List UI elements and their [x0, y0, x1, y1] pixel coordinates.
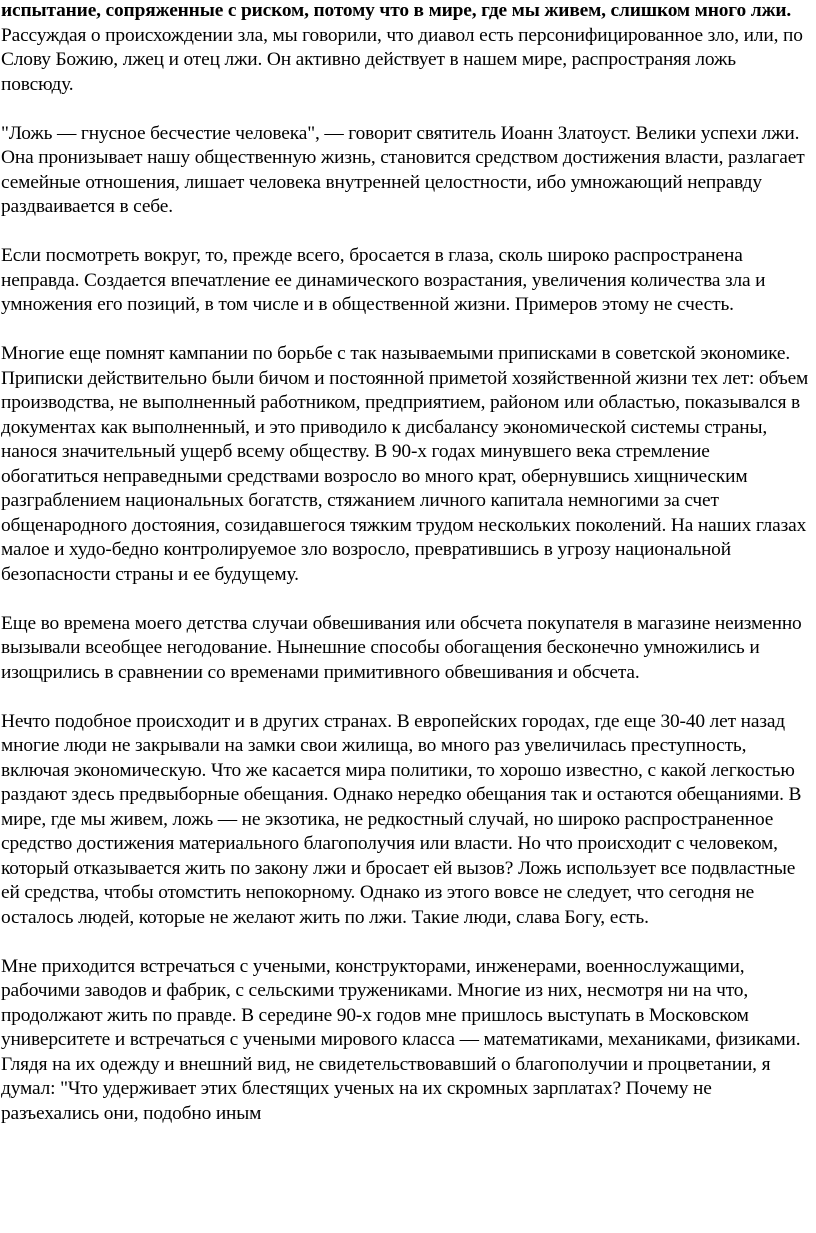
paragraph-1-text: Рассуждая о происхождении зла, мы говорили, что диавол есть персонифицированное зло, или, по Слову Божию, лжец и отец лжи. Он активно действует в нашем мире, распространяя ложь повсюду.: [1, 24, 803, 95]
paragraph-5: Еще во времена моего детства случаи обвешивания или обсчета покупателя в магазине неизменно вызывали всеобщее негодование. Нынешние способы обогащения бесконечно умножились и изощрились в сравнении со временами примитивного обвешивания и обсчета.: [1, 612, 802, 683]
paragraph-1: [1, 0, 810, 97]
paragraph-3: Если посмотреть вокруг, то, прежде всего, бросается в глаза, сколь широко распространена неправда. Создается впечатление ее динамического возрастания, увеличения количества зла и умножения его позиций, в том числе и в общественной жизни. Примеров этому не счесть.: [1, 245, 766, 315]
paragraph-2: "Ложь — гнусное бесчестие человека", — говорит святитель Иоанн Златоуст. Велики успехи лжи. Она пронизывает нашу общественную жизнь, становится средством достижения власти, разлагает семейные отношения, лишает человека внутренней целостности, ибо умножающий неправду раздваивается в себе.: [1, 122, 805, 217]
paragraph-7: Мне приходится встречаться с учеными, конструкторами, инженерами, военнослужащими, рабочими заводов и фабрик, с сельскими тружениками. Многие из них, несмотря ни на что, продолжают жить по правде. В середине 90-х годов мне пришлось выступать в Московском университете и встречаться с учеными мирового класса — математиками, механиками, физиками. Глядя на их одежду и внешний вид, не свидетельствовавший о благополучии и процветании, я думал: "Что удерживает этих блестящих ученых на их скромных зарплатах? Почему не разъехались они, подобно иным: [1, 955, 801, 1124]
paragraph-4: Многие еще помнят кампании по борьбе с так называемыми приписками в советской экономике. Приписки действительно были бичом и постоянной приметой хозяйственной жизни тех лет: объем производства, не выполненный работником, предприятием, районом или областью, показывался в документах как выполненный, и это приводило к дисбалансу экономической системы страны, нанося значительный ущерб всему обществу. В 90-х годах минувшего века стремление обогатиться неправедными средствами возросло во много крат, обернувшись хищническим разграблением национальных богатств, стяжанием личного капитала немногими за счет общенародного достояния, созидавшегося тяжким трудом нескольких поколений. На наших глазах малое и худо-бедно контролируемое зло возросло, превратившись в угрозу национальной безопасности страны и ее будущему.: [1, 343, 809, 585]
paragraph-6: Нечто подобное происходит и в других странах. В европейских городах, где еще 30-40 лет назад многие люди не закрывали на замки свои жилища, во много раз увеличилась преступность, включая экономическую. Что же касается мира политики, то хорошо известно, с какой легкостью раздают здесь предвыборные обещания. Однако нередко обещания так и остаются обещаниями. В мире, где мы живем, ложь — не экзотика, не редкостный случай, но широко распространенное средство достижения материального благополучия или власти. Но что происходит с человеком, который отказывается жить по закону лжи и бросает ей вызов? Ложь использует все подвластные ей средства, чтобы отомстить непокорному. Однако из этого вовсе не следует, что сегодня не осталось людей, которые не желают жить по лжи. Такие люди, слава Богу, есть.: [1, 710, 802, 928]
paragraph-1-bold-lead: испытание, сопряженные с риском, потому что в мире, где мы живем, слишком много лжи.: [1, 0, 792, 21]
